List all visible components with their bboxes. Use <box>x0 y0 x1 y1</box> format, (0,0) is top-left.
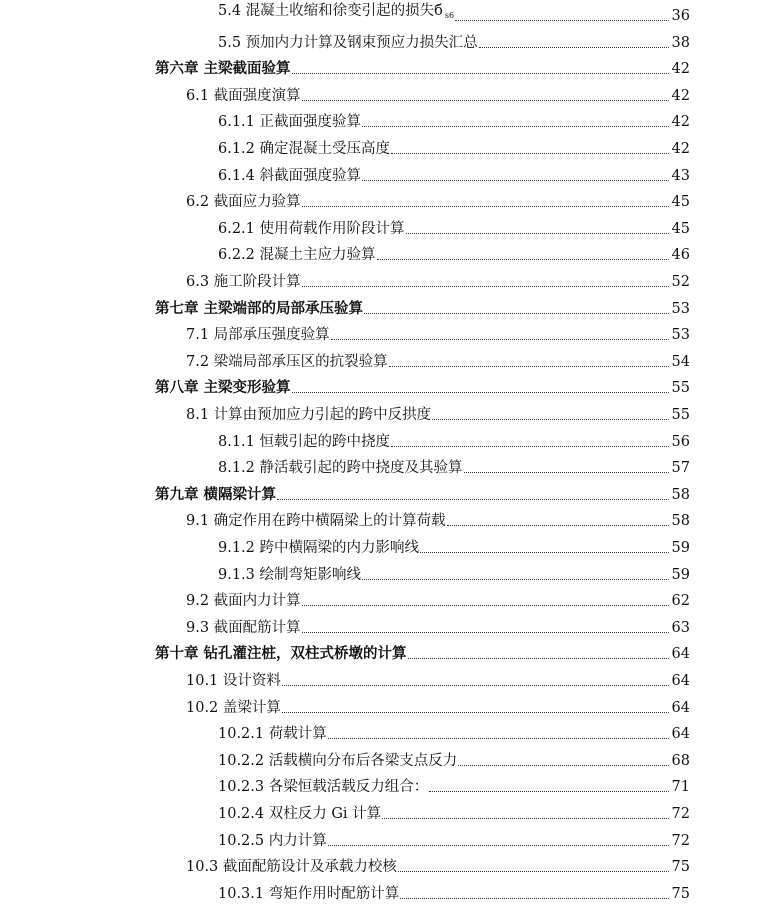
toc-entry-title: 第九章 横隔梁计算 <box>155 485 277 503</box>
toc-entry[interactable] <box>186 346 690 372</box>
toc-entry-title: 5.4 混凝土收缩和徐变引起的损失б <box>218 3 443 19</box>
toc-row <box>0 426 780 452</box>
toc-dot-leader <box>377 259 669 260</box>
toc-dot-leader <box>282 712 669 713</box>
toc-dot-leader <box>328 845 669 846</box>
toc-page-number: 75 <box>671 859 690 876</box>
toc-page-number: 63 <box>671 619 690 636</box>
toc-dot-leader <box>391 153 669 154</box>
toc-entry[interactable] <box>186 80 690 106</box>
toc-dot-leader <box>302 605 669 606</box>
toc-entry[interactable] <box>155 293 690 319</box>
toc-row <box>0 665 780 691</box>
toc-dot-leader <box>302 206 669 207</box>
toc-dot-leader <box>408 658 669 659</box>
toc-dot-leader <box>420 552 669 553</box>
toc-entry-title: 8.1.1 恒载引起的跨中挠度 <box>218 433 391 450</box>
toc-entry[interactable] <box>186 612 690 638</box>
toc-row <box>0 213 780 239</box>
toc-dot-leader <box>458 765 669 766</box>
toc-page-number: 52 <box>671 274 690 290</box>
toc-page-number: 42 <box>671 114 690 131</box>
toc-entry-title: 8.1.2 静活载引起的跨中挠度及其验算 <box>218 460 463 477</box>
toc-entry-title: 7.2 梁端局部承压区的抗裂验算 <box>186 353 388 370</box>
toc-page-number: 46 <box>671 247 690 264</box>
toc-entry[interactable] <box>218 160 690 186</box>
toc-entry[interactable] <box>218 559 690 585</box>
toc-entry-title: 6.1.2 确定混凝土受压高度 <box>218 141 391 157</box>
toc-row <box>0 266 780 292</box>
toc-page-number: 72 <box>671 806 690 822</box>
toc-row <box>0 452 780 478</box>
toc-dot-leader <box>292 392 669 393</box>
toc-entry[interactable] <box>218 213 690 239</box>
toc-dot-leader <box>382 818 669 819</box>
toc-entry-title: 9.1.2 跨中横隔梁的内力影响线 <box>218 540 420 556</box>
toc-page-number: 53 <box>671 300 690 317</box>
toc-row <box>0 505 780 531</box>
toc-entry[interactable] <box>186 186 690 212</box>
toc-dot-leader <box>464 472 669 473</box>
toc-page-number: 43 <box>671 167 690 184</box>
toc-dot-leader <box>398 871 669 872</box>
toc-dot-leader <box>391 446 669 447</box>
toc-entry-title: 10.3 截面配筋设计及承载力校核 <box>186 859 397 876</box>
toc-row <box>0 692 780 718</box>
toc-entry-title: 9.1.3 绘制弯矩影响线 <box>218 566 362 583</box>
toc-entry-title: 10.2.1 荷载计算 <box>218 726 327 743</box>
toc-row <box>0 878 780 904</box>
toc-entry-title: 6.1.4 斜截面强度验算 <box>218 167 362 184</box>
toc-page-number: 38 <box>671 34 690 51</box>
toc-row <box>0 745 780 771</box>
toc-entry-title-wrap <box>218 2 454 26</box>
toc-entry[interactable] <box>218 426 690 452</box>
toc-entry-title: 10.2 盖梁计算 <box>186 699 281 716</box>
toc-page-number: 68 <box>671 752 690 769</box>
toc-row <box>0 399 780 425</box>
toc-entry-title: 10.2.2 活载横向分布后各梁支点反力 <box>218 752 458 769</box>
toc-page-number: 36 <box>671 8 690 24</box>
toc-entry[interactable] <box>218 532 690 558</box>
toc-row <box>0 372 780 398</box>
toc-dot-leader <box>282 685 669 686</box>
toc-row <box>0 559 780 585</box>
toc-entry-title: 第十章 钻孔灌注桩，双柱式桥墩的计算 <box>155 645 407 663</box>
toc-entry[interactable] <box>186 505 690 531</box>
toc-row <box>0 106 780 132</box>
toc-row <box>0 851 780 877</box>
toc-dot-leader <box>277 499 669 500</box>
toc-page-number: 55 <box>671 407 690 423</box>
toc-entry-title: 10.2.3 各梁恒载活载反力组合： <box>218 779 429 796</box>
toc-dot-leader <box>432 419 669 420</box>
toc-dot-leader <box>447 525 669 526</box>
toc-row <box>0 718 780 744</box>
toc-entry[interactable] <box>155 479 690 505</box>
toc-page-number: 56 <box>671 433 690 450</box>
toc-entry-title: 6.2.2 混凝土主应力验算 <box>218 247 376 264</box>
toc-dot-leader <box>406 233 669 234</box>
toc-dot-leader <box>292 73 669 74</box>
toc-row <box>0 638 780 664</box>
toc-row <box>0 186 780 212</box>
toc-page-number: 75 <box>671 885 690 902</box>
toc-dot-leader <box>302 632 669 633</box>
toc-dot-leader <box>389 366 669 367</box>
toc-dot-leader <box>400 898 669 899</box>
toc-entry-title: 7.1 局部承压强度验算 <box>186 327 330 344</box>
toc-page-number: 64 <box>671 726 690 743</box>
toc-row <box>0 771 780 797</box>
toc-row <box>0 27 780 53</box>
toc-page-number: 42 <box>671 61 690 78</box>
toc-entry[interactable] <box>218 106 690 132</box>
toc-entry-title: 9.3 截面配筋计算 <box>186 619 301 636</box>
toc-entry[interactable] <box>186 585 690 611</box>
toc-row <box>0 346 780 372</box>
toc-page-number: 59 <box>671 566 690 583</box>
toc-entry-title: 6.3 施工阶段计算 <box>186 274 301 290</box>
toc-page-number: 58 <box>671 513 690 530</box>
toc-row <box>0 319 780 345</box>
toc-entry[interactable] <box>155 372 690 398</box>
toc-page-number: 57 <box>671 460 690 477</box>
toc-entry[interactable] <box>218 745 690 771</box>
toc-entry-title: 10.1 设计资料 <box>186 673 281 689</box>
toc-row <box>0 239 780 265</box>
toc-entry-subscript: s6 <box>444 11 455 20</box>
toc-dot-leader <box>302 286 669 287</box>
toc-entry-title: 6.1.1 正截面强度验算 <box>218 114 362 131</box>
toc-row <box>0 53 780 79</box>
toc-dot-leader <box>362 126 669 127</box>
toc-page-number: 42 <box>671 141 690 157</box>
toc-page-number: 59 <box>671 540 690 556</box>
toc-row <box>0 0 780 26</box>
toc-entry-title: 第八章 主梁变形验算 <box>155 379 291 397</box>
toc-entry[interactable] <box>155 638 690 664</box>
toc-page-number: 64 <box>671 673 690 689</box>
toc-entry[interactable] <box>218 27 690 53</box>
toc-entry[interactable] <box>218 452 690 478</box>
toc-dot-leader <box>331 339 669 340</box>
toc-entry[interactable] <box>155 53 690 79</box>
toc-entry[interactable] <box>218 718 690 744</box>
toc-page-number: 45 <box>671 194 690 211</box>
toc-entry-title: 9.2 截面内力计算 <box>186 593 301 610</box>
toc-row <box>0 532 780 558</box>
toc-entry[interactable] <box>186 692 690 718</box>
toc-dot-leader <box>429 791 669 792</box>
toc-entry[interactable] <box>186 319 690 345</box>
toc-dot-leader <box>362 579 669 580</box>
toc-page-number: 42 <box>671 87 690 104</box>
toc-entry-title: 9.1 确定作用在跨中横隔梁上的计算荷载 <box>186 513 446 530</box>
toc-page-number: 72 <box>671 832 690 849</box>
toc-dot-leader <box>364 313 669 314</box>
toc-row <box>0 612 780 638</box>
toc-entry[interactable] <box>186 266 690 292</box>
toc-page-number: 64 <box>671 699 690 716</box>
toc-page-number: 71 <box>671 779 690 796</box>
toc-row <box>0 293 780 319</box>
toc-entry-title: 6.2.1 使用荷载作用阶段计算 <box>218 220 405 237</box>
toc-page-number: 53 <box>671 327 690 344</box>
toc-page-number: 54 <box>671 353 690 370</box>
toc-dot-leader <box>362 180 669 181</box>
toc-entry[interactable] <box>218 825 690 851</box>
toc-entry-title: 6.2 截面应力验算 <box>186 194 301 211</box>
toc-entry-title: 第六章 主梁截面验算 <box>155 60 291 78</box>
toc-entry-title: 第七章 主梁端部的局部承压验算 <box>155 299 364 317</box>
toc-entry-title: 8.1 计算由预加应力引起的跨中反拱度 <box>186 407 432 423</box>
toc-dot-leader <box>479 47 669 48</box>
toc-row <box>0 133 780 159</box>
toc-row <box>0 825 780 851</box>
toc-page-number: 62 <box>671 593 690 610</box>
toc-entry[interactable] <box>218 0 690 26</box>
toc-dot-leader <box>455 20 669 21</box>
toc-entry-title: 10.3.1 弯矩作用时配筋计算 <box>218 885 400 902</box>
toc-entry-title: 10.2.4 双柱反力 Gi 计算 <box>218 806 382 822</box>
toc-row <box>0 479 780 505</box>
toc-entry[interactable] <box>218 133 690 159</box>
toc-entry[interactable] <box>218 878 690 904</box>
toc-entry[interactable] <box>218 771 690 797</box>
toc-page-number: 58 <box>671 486 690 503</box>
toc-row <box>0 160 780 186</box>
toc-entry-title: 5.5 预加内力计算及钢束预应力损失汇总 <box>218 34 478 51</box>
toc-entry[interactable] <box>218 798 690 824</box>
toc-dot-leader <box>302 100 669 101</box>
toc-entry[interactable] <box>186 665 690 691</box>
toc-dot-leader <box>328 738 669 739</box>
toc-row <box>0 798 780 824</box>
toc-entry-title: 6.1 截面强度演算 <box>186 87 301 104</box>
toc-entry[interactable] <box>186 399 690 425</box>
toc-row <box>0 80 780 106</box>
toc-row <box>0 585 780 611</box>
toc-entry-title: 10.2.5 内力计算 <box>218 832 327 849</box>
toc-entry[interactable] <box>186 851 690 877</box>
toc-entry[interactable] <box>218 239 690 265</box>
toc-page-number: 64 <box>671 646 690 663</box>
toc-page-number: 55 <box>671 380 690 397</box>
toc-page-number: 45 <box>671 220 690 237</box>
